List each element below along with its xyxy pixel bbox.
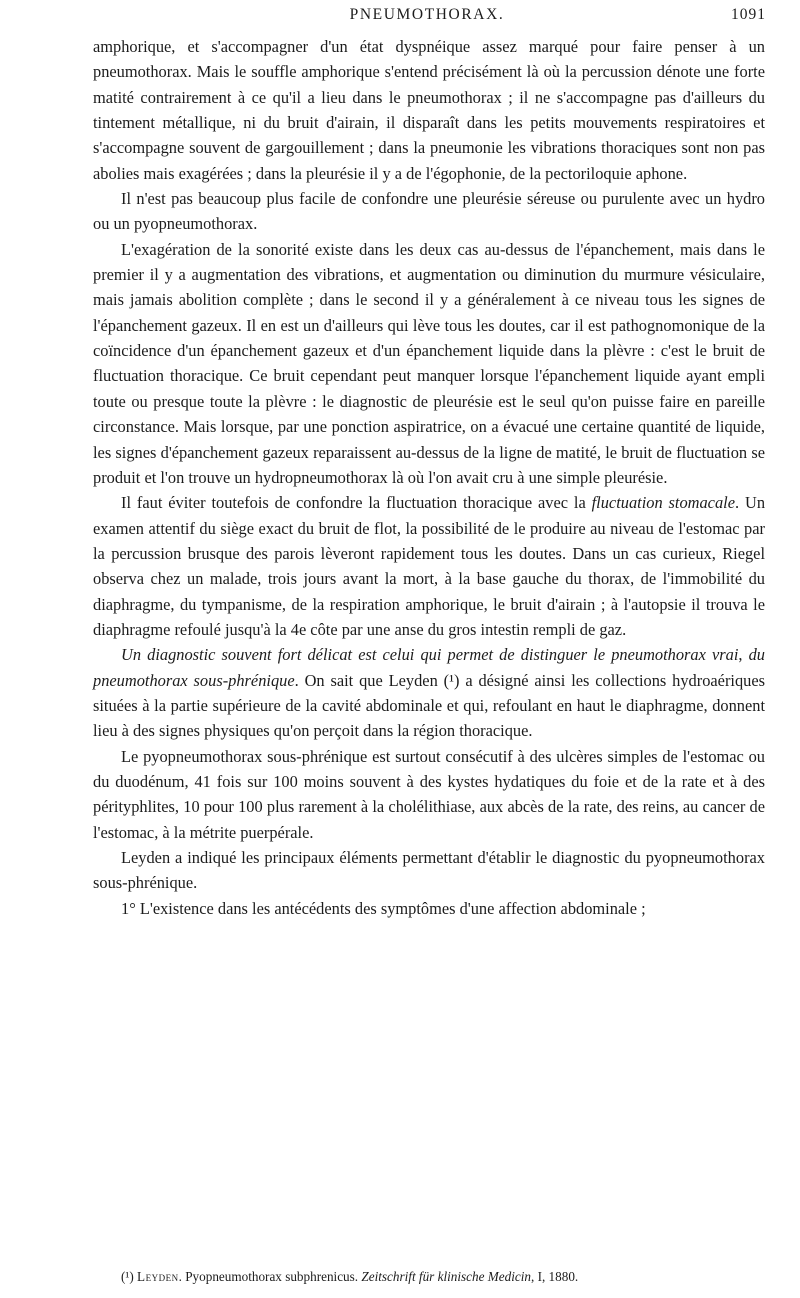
body-text bbox=[93, 34, 765, 921]
fluctuation-text-after: . Un examen attentif du siège exact du bruit de flot, la possibilité de le produire au niveau de l'estomac par la percussion brusque des parois lèveront rapidement tous les doutes. Dans un cas curieux, Riegel observa chez un malade, trois jours avant la mort, à la base gauche du thorax, de l'immobilité du diaphragme, du tympanisme, de la respiration amphorique, le bruit d'airain ; à l'autopsie il trouva le diaphragme refoulé jusqu'à la 4e côte par une anse du gros intestin rempli de gaz. bbox=[93, 493, 766, 639]
fluctuation-text-before: Il faut éviter toutefois de confondre la fluctuation thoracique avec la bbox=[121, 493, 592, 513]
running-title: PNEUMOTHORAX. bbox=[349, 6, 505, 23]
footnote-title: . Pyopneumothorax subphrenicus. bbox=[178, 1269, 362, 1284]
footnote-journal: Zeitschrift für klinische Medicin bbox=[361, 1269, 531, 1284]
paragraph-criterion-1: 1° L'existence dans les antécédents des symptômes d'une affection abdominale ; bbox=[121, 898, 646, 918]
paragraph-etiology: Le pyopneumothorax sous-phrénique est surtout consécutif à des ulcères simples de l'estomac ou du duodénum, 41 fois sur 100 moins souvent à des kystes hydatiques du foie et de la rate et à des pérityphlites, 10 pour 100 plus rarement à la cholélithiase, aux abcès de la rate, des reins, au cancer de l'estomac, à la métrite puerpérale. bbox=[93, 746, 765, 842]
page-number: 1091 bbox=[731, 6, 766, 23]
footnote bbox=[93, 1268, 765, 1286]
diagnostic-joiner: , bbox=[738, 645, 749, 665]
diagnostic-italic-b: du pneumothorax sous-phrénique bbox=[93, 645, 765, 690]
footnote-marker: (¹) bbox=[121, 1269, 138, 1284]
paragraph-subphrenic-diagnostic bbox=[93, 642, 765, 743]
footnote-author: Leyden bbox=[137, 1269, 179, 1284]
paragraph-sonority: L'exagération de la sonorité existe dans les deux cas au-dessus de l'épanchement, mais dans le premier il y a augmentation des vibrations, et augmentation ou diminution du murmure vésiculaire, mais jamais abolition complète ; dans le second il y a généralement à ce niveau tous les signes de l'épanchement gazeux. Il en est un d'ailleurs qui lève tous les doutes, car il est pathognomonique de la coïncidence d'un épanchement gazeux et d'un épanchement liquide dans la plèvre : c'est le bruit de fluctuation thoracique. Ce bruit cependant peut manquer lorsque l'épanchement liquide ayant empli toute ou presque toute la plèvre : le diagnostic de pleurésie est le seul qu'on puisse faire en pareille circonstance. Mais lorsque, par une ponction aspiratrice, on a évacué une certaine quantité de liquide, les signes d'épanchement gazeux reparaissent au-dessus de la ligne de matité, le bruit de fluctuation se produit et l'on trouve un hydropneumothorax là où l'on avait cru à une simple pleurésie. bbox=[93, 239, 765, 487]
running-header bbox=[88, 4, 766, 28]
fluctuation-italic-term: fluctuation stomacale bbox=[591, 493, 735, 513]
footnote-ref: , I, 1880. bbox=[530, 1269, 579, 1284]
paragraph-leyden-elements: Leyden a indiqué les principaux éléments permettant d'établir le diagnostic du pyopneumothorax sous-phrénique. bbox=[93, 848, 765, 893]
paragraph-purulent-pleurisy: Il n'est pas beaucoup plus facile de confondre une pleurésie séreuse ou purulente avec un hydro ou un pyopneumothorax. bbox=[93, 189, 765, 234]
diagnostic-italic-a: Un diagnostic souvent fort délicat est celui qui permet de distinguer le pneumothorax vrai bbox=[121, 645, 739, 665]
paragraph-amphoric-breath: amphorique, et s'accompagner d'un état dyspnéique assez marqué pour faire penser à un pneumothorax. Mais le souffle amphorique s'entend précisément là où la percussion dénote une forte matité contrairement à ce qu'il a lieu dans le pneumothorax ; il ne s'accompagne pas d'ailleurs du tintement métallique, ni du bruit d'airain, il disparaît dans les petits mouvements respiratoires et s'accompagne souvent de gargouillement ; dans la pneumonie les vibrations thoraciques sont non pas abolies mais exagérées ; dans la pleurésie il y a de l'égophonie, de la pectoriloquie aphone. bbox=[93, 37, 765, 183]
paragraph-stomach-fluctuation bbox=[93, 490, 765, 642]
diagnostic-text-after: . On sait que Leyden (¹) a désigné ainsi les collections hydroaériques situées à la partie supérieure de la cavité abdominale et qui, refoulant en haut le diaphragme, donnent lieu à des signes physiques qu'on perçoit dans la région thoracique. bbox=[93, 670, 765, 741]
